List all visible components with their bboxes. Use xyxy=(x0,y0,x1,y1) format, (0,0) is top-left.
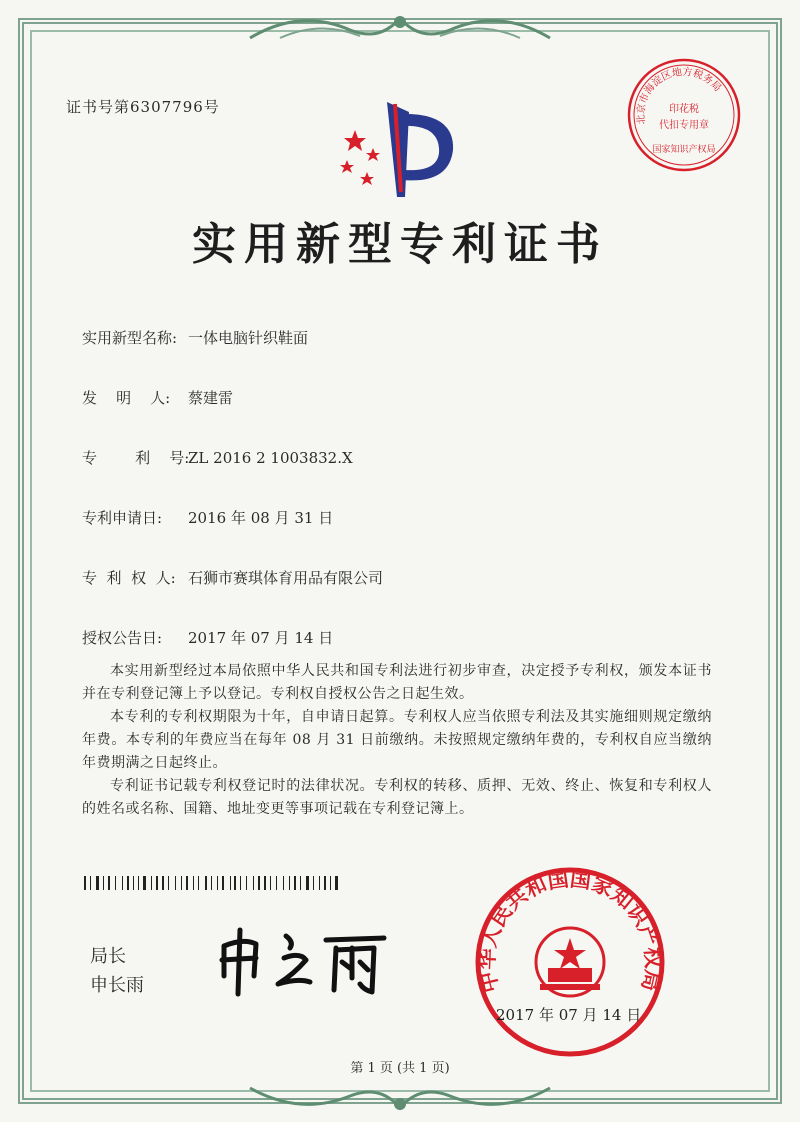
barcode-bar xyxy=(248,876,251,890)
barcode-bar xyxy=(177,876,179,890)
barcode-bar xyxy=(117,876,120,890)
barcode-bar xyxy=(96,876,99,890)
barcode-bar xyxy=(138,876,139,890)
field-value: ZL 2016 2 1003832.X xyxy=(188,449,353,467)
seal-date: 2017 年 07 月 14 日 xyxy=(496,1006,642,1024)
barcode-bar xyxy=(153,876,154,890)
barcode-bar xyxy=(181,876,182,890)
field-label: 专 利 权 人: xyxy=(82,569,176,587)
barcode-bar xyxy=(151,876,152,890)
official-seal xyxy=(470,862,670,1062)
barcode-bar xyxy=(143,876,146,890)
barcode-bar xyxy=(294,876,296,890)
barcode-bar xyxy=(200,876,203,890)
tax-stamp xyxy=(625,56,743,174)
field-patent-number xyxy=(82,447,353,468)
barcode-bar xyxy=(219,876,220,890)
barcode-bar xyxy=(321,876,322,890)
barcode-bar xyxy=(240,876,241,890)
director-signature xyxy=(214,918,404,998)
seal-text: 中华人民共和国国家知识产权局 xyxy=(474,866,666,995)
barcode-bar xyxy=(168,876,169,890)
barcode-bar xyxy=(122,876,123,890)
field-value: 一体电脑针织鞋面 xyxy=(188,329,309,347)
barcode-bar xyxy=(335,876,338,890)
barcode-bar xyxy=(87,876,88,890)
barcode-bar xyxy=(103,876,104,890)
certificate-body xyxy=(82,660,712,821)
field-grant-date xyxy=(82,627,333,648)
barcode-bar xyxy=(195,876,196,890)
barcode-bar xyxy=(115,876,116,890)
field-label: 发 明 人: xyxy=(82,389,171,407)
field-value: 2017 年 07 月 14 日 xyxy=(188,629,334,647)
body-paragraph: 本专利的专利权期限为十年，自申请日起算。专利权人应当依照专利法及其实施细则规定缴纳年费。本专利的年费应当在每年 08 月 31 日前缴纳。未按照规定缴纳年费的，专利权自应当缴纳年费期满之日起终止。 xyxy=(82,709,712,771)
barcode-bar xyxy=(246,876,247,890)
barcode-bar xyxy=(258,876,260,890)
barcode-bar xyxy=(222,876,224,890)
page-number: 第 1 页 (共 1 页) xyxy=(350,1061,450,1076)
barcode-bar xyxy=(285,876,287,890)
bottom-ornament xyxy=(240,1082,560,1118)
barcode-bar xyxy=(270,876,271,890)
barcode-bar xyxy=(217,876,218,890)
barcode-bar xyxy=(130,876,131,890)
body-paragraph: 专利证书记载专利权登记时的法律状况。专利权的转移、质押、无效、终止、恢复和专利权人的姓名或名称、国籍、地址变更等事项记载在专利登记簿上。 xyxy=(82,778,712,817)
tax-stamp-line1: 印花税 xyxy=(669,104,699,115)
body-paragraph: 本实用新型经过本局依照中华人民共和国专利法进行初步审查，决定授予专利权，颁发本证书并在专利登记簿上予以登记。专利权自授权公告之日起生效。 xyxy=(82,663,712,702)
field-application-date xyxy=(82,507,333,528)
field-label: 专利申请日: xyxy=(82,509,163,527)
barcode-bar xyxy=(175,876,176,890)
barcode-bar xyxy=(234,876,236,890)
barcode-bar xyxy=(213,876,215,890)
field-patentee xyxy=(82,567,383,588)
director-title: 局长 xyxy=(90,946,126,967)
barcode-bar xyxy=(237,876,238,890)
director-name: 申长雨 xyxy=(90,975,144,996)
barcode-bar xyxy=(327,876,329,890)
barcode-bar xyxy=(183,876,184,890)
barcode-bar xyxy=(124,876,125,890)
barcode-bar xyxy=(84,876,86,890)
barcode-bar xyxy=(156,876,158,890)
barcode-bar xyxy=(261,876,262,890)
barcode-bar xyxy=(205,876,207,890)
field-utility-model-name xyxy=(82,327,308,348)
barcode-bar xyxy=(306,876,309,890)
barcode-bar xyxy=(315,876,317,890)
barcode-bar xyxy=(140,876,141,890)
barcode-bar xyxy=(267,876,268,890)
barcode-bar xyxy=(276,876,277,890)
barcode-bar xyxy=(253,876,254,890)
barcode-bar xyxy=(193,876,194,890)
cnipa-logo-icon xyxy=(325,92,465,202)
barcode-bar xyxy=(332,876,333,890)
barcode-bar xyxy=(231,876,232,890)
barcode-bar xyxy=(90,876,91,890)
barcode-bar xyxy=(100,876,101,890)
certificate-number: 证书号第6307796号 xyxy=(66,98,220,116)
barcode-bar xyxy=(278,876,281,890)
certificate-title: 实用新型专利证书 xyxy=(192,219,608,270)
barcode-bar xyxy=(313,876,314,890)
barcode-bar xyxy=(291,876,292,890)
barcode-bar xyxy=(162,876,164,890)
barcode-bar xyxy=(330,876,331,890)
barcode-bar xyxy=(208,876,209,890)
barcode-bar xyxy=(264,876,266,890)
barcode-bar xyxy=(170,876,173,890)
barcode-bar xyxy=(159,876,160,890)
barcode-bar xyxy=(225,876,228,890)
barcode-bar xyxy=(198,876,199,890)
tax-stamp-line2: 代扣专用章 xyxy=(659,120,709,131)
barcode-bar xyxy=(272,876,274,890)
barcode xyxy=(84,876,339,890)
barcode-bar xyxy=(147,876,149,890)
field-label: 实用新型名称: xyxy=(82,329,178,347)
barcode-bar xyxy=(283,876,284,890)
tax-stamp-ring-text: 北京市海淀区地方税务局 xyxy=(635,66,723,125)
barcode-bar xyxy=(134,876,136,890)
barcode-bar xyxy=(319,876,320,890)
barcode-bar xyxy=(127,876,129,890)
tax-stamp-bottom: 国家知识产权局 xyxy=(652,145,716,155)
field-value: 石狮市赛琪体育用品有限公司 xyxy=(188,569,384,587)
barcode-bar xyxy=(211,876,212,890)
barcode-bar xyxy=(186,876,188,890)
barcode-bar xyxy=(165,876,166,890)
barcode-bar xyxy=(324,876,326,890)
barcode-bar xyxy=(111,876,113,890)
field-value: 蔡建雷 xyxy=(188,389,234,407)
barcode-bar xyxy=(297,876,298,890)
barcode-bar xyxy=(230,876,231,890)
barcode-bar xyxy=(92,876,94,890)
barcode-bar xyxy=(105,876,106,890)
barcode-bar xyxy=(302,876,304,890)
field-value: 2016 年 08 月 31 日 xyxy=(188,509,334,527)
barcode-bar xyxy=(289,876,290,890)
barcode-bar xyxy=(189,876,191,890)
field-label: 授权公告日: xyxy=(82,629,163,647)
barcode-bar xyxy=(108,876,110,890)
field-inventor xyxy=(82,387,233,408)
barcode-bar xyxy=(242,876,244,890)
barcode-bar xyxy=(133,876,134,890)
top-ornament xyxy=(240,8,560,48)
barcode-bar xyxy=(310,876,311,890)
barcode-bar xyxy=(255,876,256,890)
barcode-bar xyxy=(300,876,301,890)
field-label: 专 利 号: xyxy=(82,449,190,467)
